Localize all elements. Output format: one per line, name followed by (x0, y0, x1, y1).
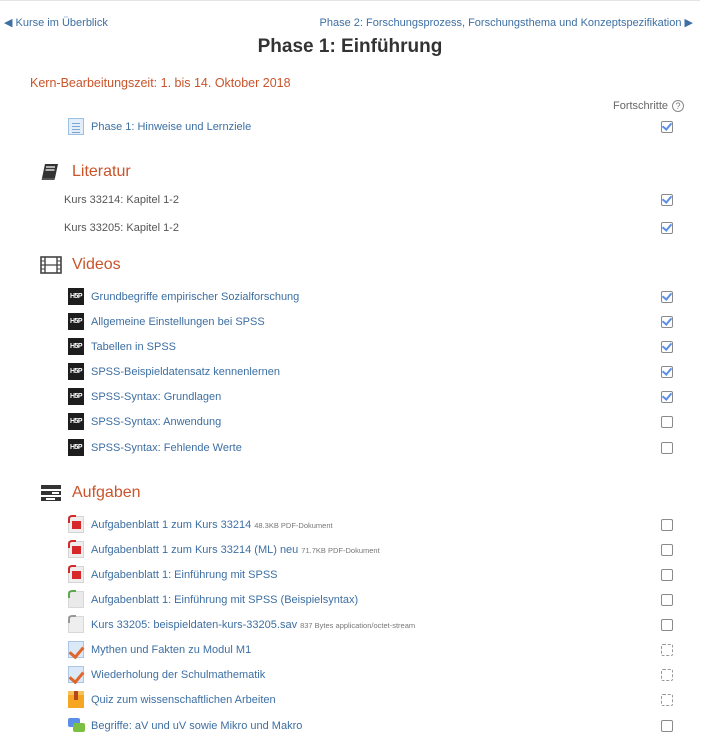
activity-link[interactable]: Mythen und Fakten zu Modul M1 (91, 644, 252, 656)
activity-row[interactable] (0, 540, 700, 560)
pdf-icon (68, 566, 84, 583)
completion-status-icon (661, 694, 673, 706)
prev-section-link[interactable]: ◀ Kurse im Überblick (4, 17, 108, 29)
activity-link[interactable]: Quiz zum wissenschaftlichen Arbeiten (91, 694, 276, 706)
completion-checkbox[interactable] (661, 442, 673, 454)
completion-checkbox[interactable] (661, 720, 673, 732)
completion-checkbox[interactable] (661, 316, 673, 328)
activity-label: Kurs 33205: Kapitel 1-2 (64, 222, 179, 234)
h5p-icon: H5P (68, 288, 84, 305)
activity-row[interactable] (0, 412, 700, 432)
activity-link[interactable]: Tabellen in SPSS (91, 341, 176, 353)
activity-title[interactable]: Aufgabenblatt 1 zum Kurs 33214 (ML) neu (91, 544, 299, 556)
activity-row[interactable] (0, 312, 700, 332)
completion-checkbox[interactable] (661, 544, 673, 556)
assignment-icon (68, 666, 84, 683)
section-title: Videos (72, 256, 121, 273)
completion-checkbox[interactable] (661, 416, 673, 428)
file-meta: 48.3KB PDF-Dokument (254, 521, 333, 530)
activity-row (0, 190, 700, 210)
activity-title[interactable]: Kurs 33205: beispieldaten-kurs-33205.sav (91, 619, 298, 631)
activity-row[interactable] (0, 287, 700, 307)
activity-row[interactable] (0, 590, 700, 610)
activity-row[interactable] (0, 690, 700, 710)
completion-checkbox[interactable] (661, 341, 673, 353)
activity-row[interactable] (0, 387, 700, 407)
completion-checkbox[interactable] (661, 594, 673, 606)
activity-row[interactable] (0, 362, 700, 382)
next-section-link[interactable]: Phase 2: Forschungsprozess, Forschungsthema und Konzeptspezifikation ▶ (319, 17, 693, 29)
activity-link[interactable]: Aufgabenblatt 1: Einführung mit SPSS (Beispielsyntax) (91, 594, 359, 606)
completion-checkbox[interactable] (661, 366, 673, 378)
activity-title[interactable]: Aufgabenblatt 1 zum Kurs 33214 (91, 519, 252, 531)
kern-bearbeitungszeit: Kern-Bearbeitungszeit: 1. bis 14. Oktober 2018 (30, 76, 291, 90)
activity-row[interactable] (0, 337, 700, 357)
help-icon[interactable]: ? (672, 100, 684, 112)
completion-status-icon (661, 644, 673, 656)
h5p-icon: H5P (68, 413, 84, 430)
h5p-icon: H5P (68, 388, 84, 405)
h5p-icon: H5P (68, 363, 84, 380)
activity-link[interactable]: Grundbegriffe empirischer Sozialforschung (91, 291, 300, 303)
activity-link[interactable]: Phase 1: Hinweise und Lernziele (91, 121, 252, 133)
activity-link[interactable] (91, 519, 333, 531)
book-icon (40, 163, 62, 181)
page-title: Phase 1: Einführung (257, 36, 443, 57)
activity-link[interactable]: Allgemeine Einstellungen bei SPSS (91, 316, 265, 328)
file-green-icon (68, 591, 84, 608)
completion-checkbox[interactable] (661, 222, 673, 234)
activity-link[interactable]: SPSS-Syntax: Grundlagen (91, 391, 222, 403)
activity-link[interactable]: SPSS-Syntax: Anwendung (91, 416, 222, 428)
completion-checkbox[interactable] (661, 121, 673, 133)
activity-row[interactable] (0, 438, 700, 458)
section-title: Aufgaben (72, 484, 141, 501)
h5p-icon: H5P (68, 313, 84, 330)
activity-link[interactable]: SPSS-Syntax: Fehlende Werte (91, 442, 242, 454)
completion-checkbox[interactable] (661, 519, 673, 531)
file-icon (68, 616, 84, 633)
activity-link[interactable]: SPSS-Beispieldatensatz kennenlernen (91, 366, 280, 378)
activity-link[interactable] (91, 544, 380, 556)
completion-checkbox[interactable] (661, 194, 673, 206)
progress-label: Fortschritte (612, 100, 668, 112)
h5p-icon: H5P (68, 439, 84, 456)
h5p-icon: H5P (68, 338, 84, 355)
activity-row[interactable] (0, 515, 700, 535)
section-videos (40, 253, 121, 277)
file-meta: 837 Bytes application/octet-stream (300, 621, 416, 630)
section-title: Literatur (72, 163, 131, 180)
pdf-icon (68, 541, 84, 558)
activity-link[interactable]: Begriffe: aV und uV sowie Mikro und Makro (91, 720, 303, 732)
progress-header (613, 100, 684, 112)
page-icon (68, 118, 84, 135)
activity-row[interactable] (0, 640, 700, 660)
activity-label: Kurs 33214: Kapitel 1-2 (64, 194, 179, 206)
completion-checkbox[interactable] (661, 619, 673, 631)
film-icon (40, 256, 62, 274)
activity-link[interactable]: Aufgabenblatt 1: Einführung mit SPSS (91, 569, 278, 581)
quiz-icon (68, 691, 84, 708)
section-literatur (40, 160, 131, 184)
activity-row[interactable] (0, 665, 700, 685)
top-divider (0, 0, 700, 1)
activity-link[interactable]: Wiederholung der Schulmathematik (91, 669, 266, 681)
completion-status-icon (661, 669, 673, 681)
file-meta: 71.7KB PDF-Dokument (301, 546, 380, 555)
activity-row[interactable] (0, 117, 700, 137)
completion-checkbox[interactable] (661, 569, 673, 581)
activity-row[interactable] (0, 615, 700, 635)
section-aufgaben (40, 481, 141, 505)
activity-row (0, 218, 700, 238)
forum-icon (68, 717, 84, 734)
activity-row[interactable] (0, 565, 700, 585)
activity-link[interactable] (91, 619, 415, 631)
completion-checkbox[interactable] (661, 291, 673, 303)
assignment-icon (68, 641, 84, 658)
pdf-icon (68, 516, 84, 533)
tasks-icon (40, 484, 62, 502)
completion-checkbox[interactable] (661, 391, 673, 403)
activity-row[interactable] (0, 716, 700, 736)
